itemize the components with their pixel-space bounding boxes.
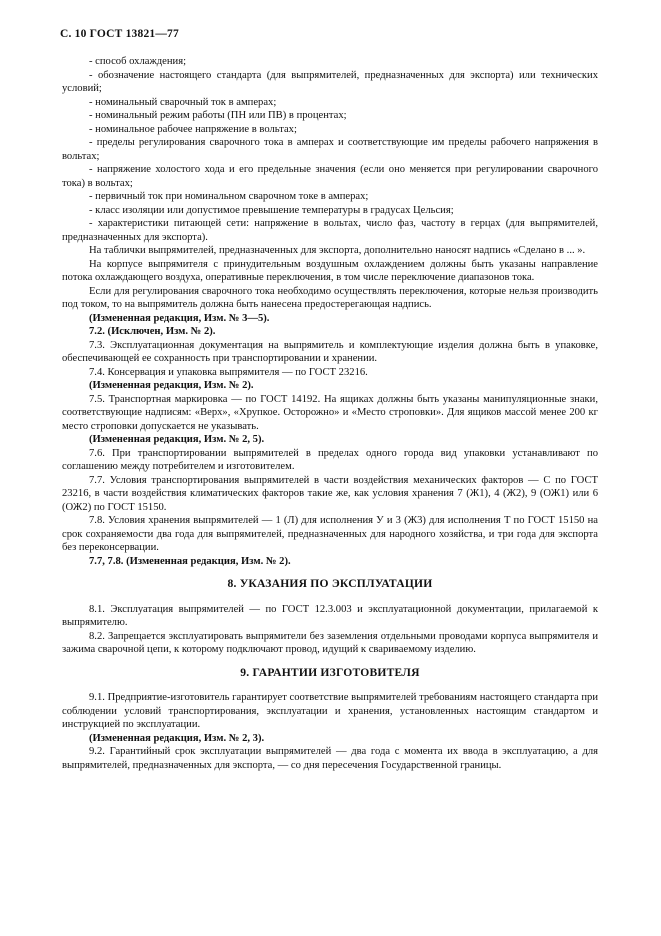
clause-9-2: 9.2. Гарантийный срок эксплуатации выпрямителей — два года с момента их ввода в эксплуатацию, а для выпрямителей, предназначенных для экспорта, — со дня пересечения Государственной границы. [62, 746, 598, 771]
clause-8-2: 8.2. Запрещается эксплуатировать выпрямители без заземления отдельными проводами корпуса выпрямителя и зажима сварочной цепи, к которому подключают провод, идущий к свариваемому изделию. [62, 630, 598, 655]
list-item: - напряжение холостого хода и его предельные значения (если оно меняется при регулировании сварочного тока) в вольтах; [62, 164, 598, 189]
clause-8-1: 8.1. Эксплуатация выпрямителей — по ГОСТ 12.3.003 и эксплуатационной документации, прилагаемой к выпрямителю. [62, 603, 598, 628]
clause-7-7: 7.7. Условия транспортирования выпрямителей в части воздействия механических факторов — С по ГОСТ 23216, в части воздействия климатических факторов такие же, как условия хранения 7 (Ж1), 4 (Ж2), 9 (ОЖ1) или 6 (ОЖ2) по ГОСТ 15150. [62, 474, 598, 513]
list-item: - обозначение настоящего стандарта (для выпрямителей, предназначенных для экспорта) или технических условий; [62, 69, 598, 94]
clause-7-5: 7.5. Транспортная маркировка — по ГОСТ 14192. На ящиках должны быть указаны манипуляционные знаки, соответствующие надписям: «Верх», «Хрупкое. Осторожно» и «Место строповки». Для ящиков массой менее 200 кг место строповки допускается не указывать. [62, 393, 598, 432]
clause-9-1: 9.1. Предприятие-изготовитель гарантирует соответствие выпрямителей требованиям настоящего стандарта при соблюдении условий транспортирования, эксплуатации и хранения, установленных настоящим стандартом и инструкцией по эксплуатации. [62, 692, 598, 730]
section-9-title: 9. ГАРАНТИИ ИЗГОТОВИТЕЛЯ [240, 665, 420, 679]
list-item: - номинальное рабочее напряжение в вольтах; [89, 123, 297, 135]
amendment-note: (Измененная редакция, Изм. № 2, 5). [89, 434, 265, 445]
section-8-title: 8. УКАЗАНИЯ ПО ЭКСПЛУАТАЦИИ [227, 577, 433, 590]
amendment-note: (Измененная редакция, Изм. № 3—5). [89, 312, 270, 324]
list-item: - первичный ток при номинальном сварочном токе в амперах; [89, 191, 369, 202]
amendment-note: (Измененная редакция, Изм. № 2, 3). [89, 732, 265, 744]
clause-7-6: 7.6. При транспортировании выпрямителей в пределах одного города вид упаковки устанавливают по соглашению между потребителем и изготовителем. [62, 447, 598, 472]
document-body [62, 55, 598, 772]
paragraph: На корпусе выпрямителя с принудительным воздушным охлаждением должны быть указаны направление потока охлаждающего воздуха, оперативные переключения, в том числе переключение диапазонов тока. [62, 258, 598, 283]
page-header: С. 10 ГОСТ 13821—77 [60, 28, 179, 40]
clause-7-8: 7.8. Условия хранения выпрямителей — 1 (Л) для исполнения У и 3 (Ж3) для исполнения Т по ГОСТ 15150 на срок сохраняемости два года для выпрямителей, предназначенных для народного хозяйства, и три года для экспорта без переконсервации. [62, 515, 598, 553]
paragraph: На таблички выпрямителей, предназначенных для экспорта, дополнительно наносят надпись «Сделано в ... ». [89, 245, 586, 256]
list-item: - способ охлаждения; [89, 56, 187, 67]
list-item: - класс изоляции или допустимое превышение температуры в градусах Цельсия; [89, 204, 454, 216]
clause-7-4: 7.4. Консервация и упаковка выпрямителя — по ГОСТ 23216. [89, 366, 368, 378]
clause-7-2: 7.2. (Исключен, Изм. № 2). [89, 326, 216, 337]
amendment-note: 7.7, 7.8. (Измененная редакция, Изм. № 2). [89, 555, 291, 567]
list-item: - номинальный сварочный ток в амперах; [89, 96, 277, 108]
clause-7-3: 7.3. Эксплуатационная документация на выпрямитель и комплектующие изделия должна быть в упаковке, обеспечивающей ее сохранность при транспортировании и хранении. [62, 339, 598, 364]
list-item: - характеристики питающей сети: напряжение в вольтах, число фаз, частоту в герцах (для выпрямителей, предназначенных для экспорта). [62, 218, 598, 243]
amendment-note: (Измененная редакция, Изм. № 2). [89, 380, 254, 391]
list-item: - пределы регулирования сварочного тока в амперах и соответствующие им пределы рабочего напряжения в вольтах; [62, 137, 598, 162]
list-item: - номинальный режим работы (ПН или ПВ) в процентах; [89, 110, 347, 121]
paragraph: Если для регулирования сварочного тока необходимо осуществлять переключения, которые нельзя производить под током, то на выпрямитель должна быть нанесена предостерегающая надпись. [62, 285, 598, 310]
